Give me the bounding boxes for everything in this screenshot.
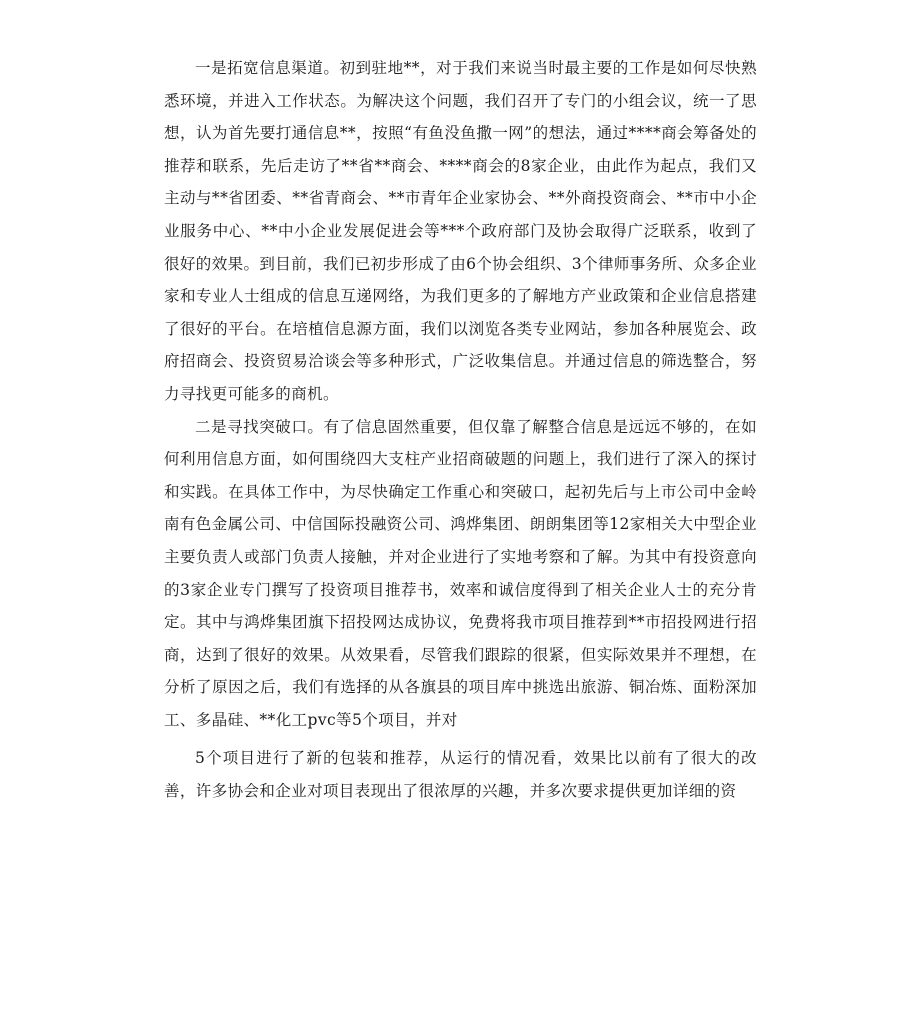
paragraph-info-channels: 一是拓宽信息渠道。初到驻地**，对于我们来说当时最主要的工作是如何尽快熟悉环境，并进入工作状态。为解决这个问题，我们召开了专门的小组会议，统一了思想，认为首先要打通信息**，按照“有鱼没鱼撒一网”的想法，通过****商会筹备处的推荐和联系，先后走访了**省**商会、****商会的8家企业，由此作为起点，我们又主动与**省团委、**省青商会、**市青年企业家协会、**外商投资商会、**市中小企业服务中心、**中小企业发展促进会等***个政府部门及协会取得广泛联系，收到了很好的效果。到目前，我们已初步形成了由6个协会组织、3个律师事务所、众多企业家和专业人士组成的信息互递网络，为我们更多的了解地方产业政策和企业信息搭建了很好的平台。在培植信息源方面，我们以浏览各类专业网站，参加各种展览会、政府招商会、投资贸易洽谈会等多种形式，广泛收集信息。并通过信息的筛选整合，努力寻找更可能多的商机。 bbox=[164, 59, 757, 403]
paragraph-project-promotion: 5个项目进行了新的包装和推荐，从运行的情况看，效果比以前有了很大的改善，许多协会和企业对项目表现出了很浓厚的兴趣，并多次要求提供更加详细的资 bbox=[164, 749, 757, 801]
document-body bbox=[164, 52, 757, 808]
paragraph-breakthrough: 二是寻找突破口。有了信息固然重要，但仅靠了解整合信息是远远不够的，在如何利用信息方面，如何围绕四大支柱产业招商破题的问题上，我们进行了深入的探讨和实践。在具体工作中，为尽快确定工作重心和突破口，起初先后与上市公司中金岭南有色金属公司、中信国际投融资公司、鸿烨集团、朗朗集团等12家相关大中型企业主要负责人或部门负责人接触，并对企业进行了实地考察和了解。为其中有投资意向的3家企业专门撰写了投资项目推荐书，效率和诚信度得到了相关企业人士的充分肯定。其中与鸿烨集团旗下招投网达成协议，免费将我市项目推荐到**市招投网进行招商，达到了很好的效果。从效果看，尽管我们跟踪的很紧，但实际效果并不理想，在分析了原因之后，我们有选择的从各旗县的项目库中挑选出旅游、铜冶炼、面粉深加工、多晶硅、**化工pvc等5个项目，并对 bbox=[164, 417, 757, 729]
